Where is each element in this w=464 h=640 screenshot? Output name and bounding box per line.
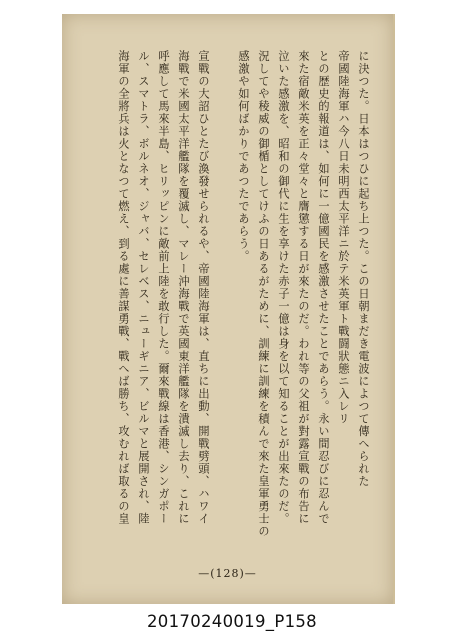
book-page [62,14,395,604]
page-number: —(128)— [198,567,257,580]
text-line: 感激や如何ばかりであつたであらう。 [237,50,250,263]
text-line: ル、スマトラ、ボルネオ、ジャバ、セレベス、ニューギニア、ビルマと展開され、陸 [137,50,150,525]
text-line: 呼應して馬來半島、ヒリッピンに敵前上陸を敢行した。爾來戰線は香港、シンガポー [157,50,170,525]
paragraph-gap [213,50,233,550]
text-line: 海戰で米國太平洋艦隊を覆滅し、マレー沖海戰で英國東洋艦隊を潰滅し去り、これに [177,50,190,525]
text-line: 帝國陸海軍ハ今八日未明西太平洋ニ於テ米英軍ト戰闘狀態ニ入レリ [337,50,350,425]
text-line: 來た宿敵米英を正々堂々と膺懲する日が來たのだ。われ等の父祖が對露宣戰の布告に [297,50,310,525]
text-line: に決つた。日本はつひに起ち上つた。この日朝まだき電波によつて傳へられた [357,50,370,488]
text-line: 海軍の全將兵は火となつて燃え、到る處に善謀勇戰、戰へば勝ち、攻むれば取るの皇 [117,50,130,525]
text-line: 況してや稜威の御楯としてけふの日あるがために、訓練に訓練を積んで來た皇軍勇士の [257,50,270,538]
image-caption: 20170240019_P158 [147,612,317,631]
text-line: との歴史的報道は、如何に一億國民を感激させたことであらう。永い間忍びに忍んで [317,50,330,525]
text-line: 宣戰の大詔ひとたび渙發せられるや、帝國陸海軍は、直ちに出動、開戰劈頭、ハワイ [197,50,210,525]
vertical-body-text [113,50,373,550]
text-line: 泣いた感激を、昭和の御代に生を享けた赤子一億は身を以て知ることが出來たのだ。 [277,50,290,525]
